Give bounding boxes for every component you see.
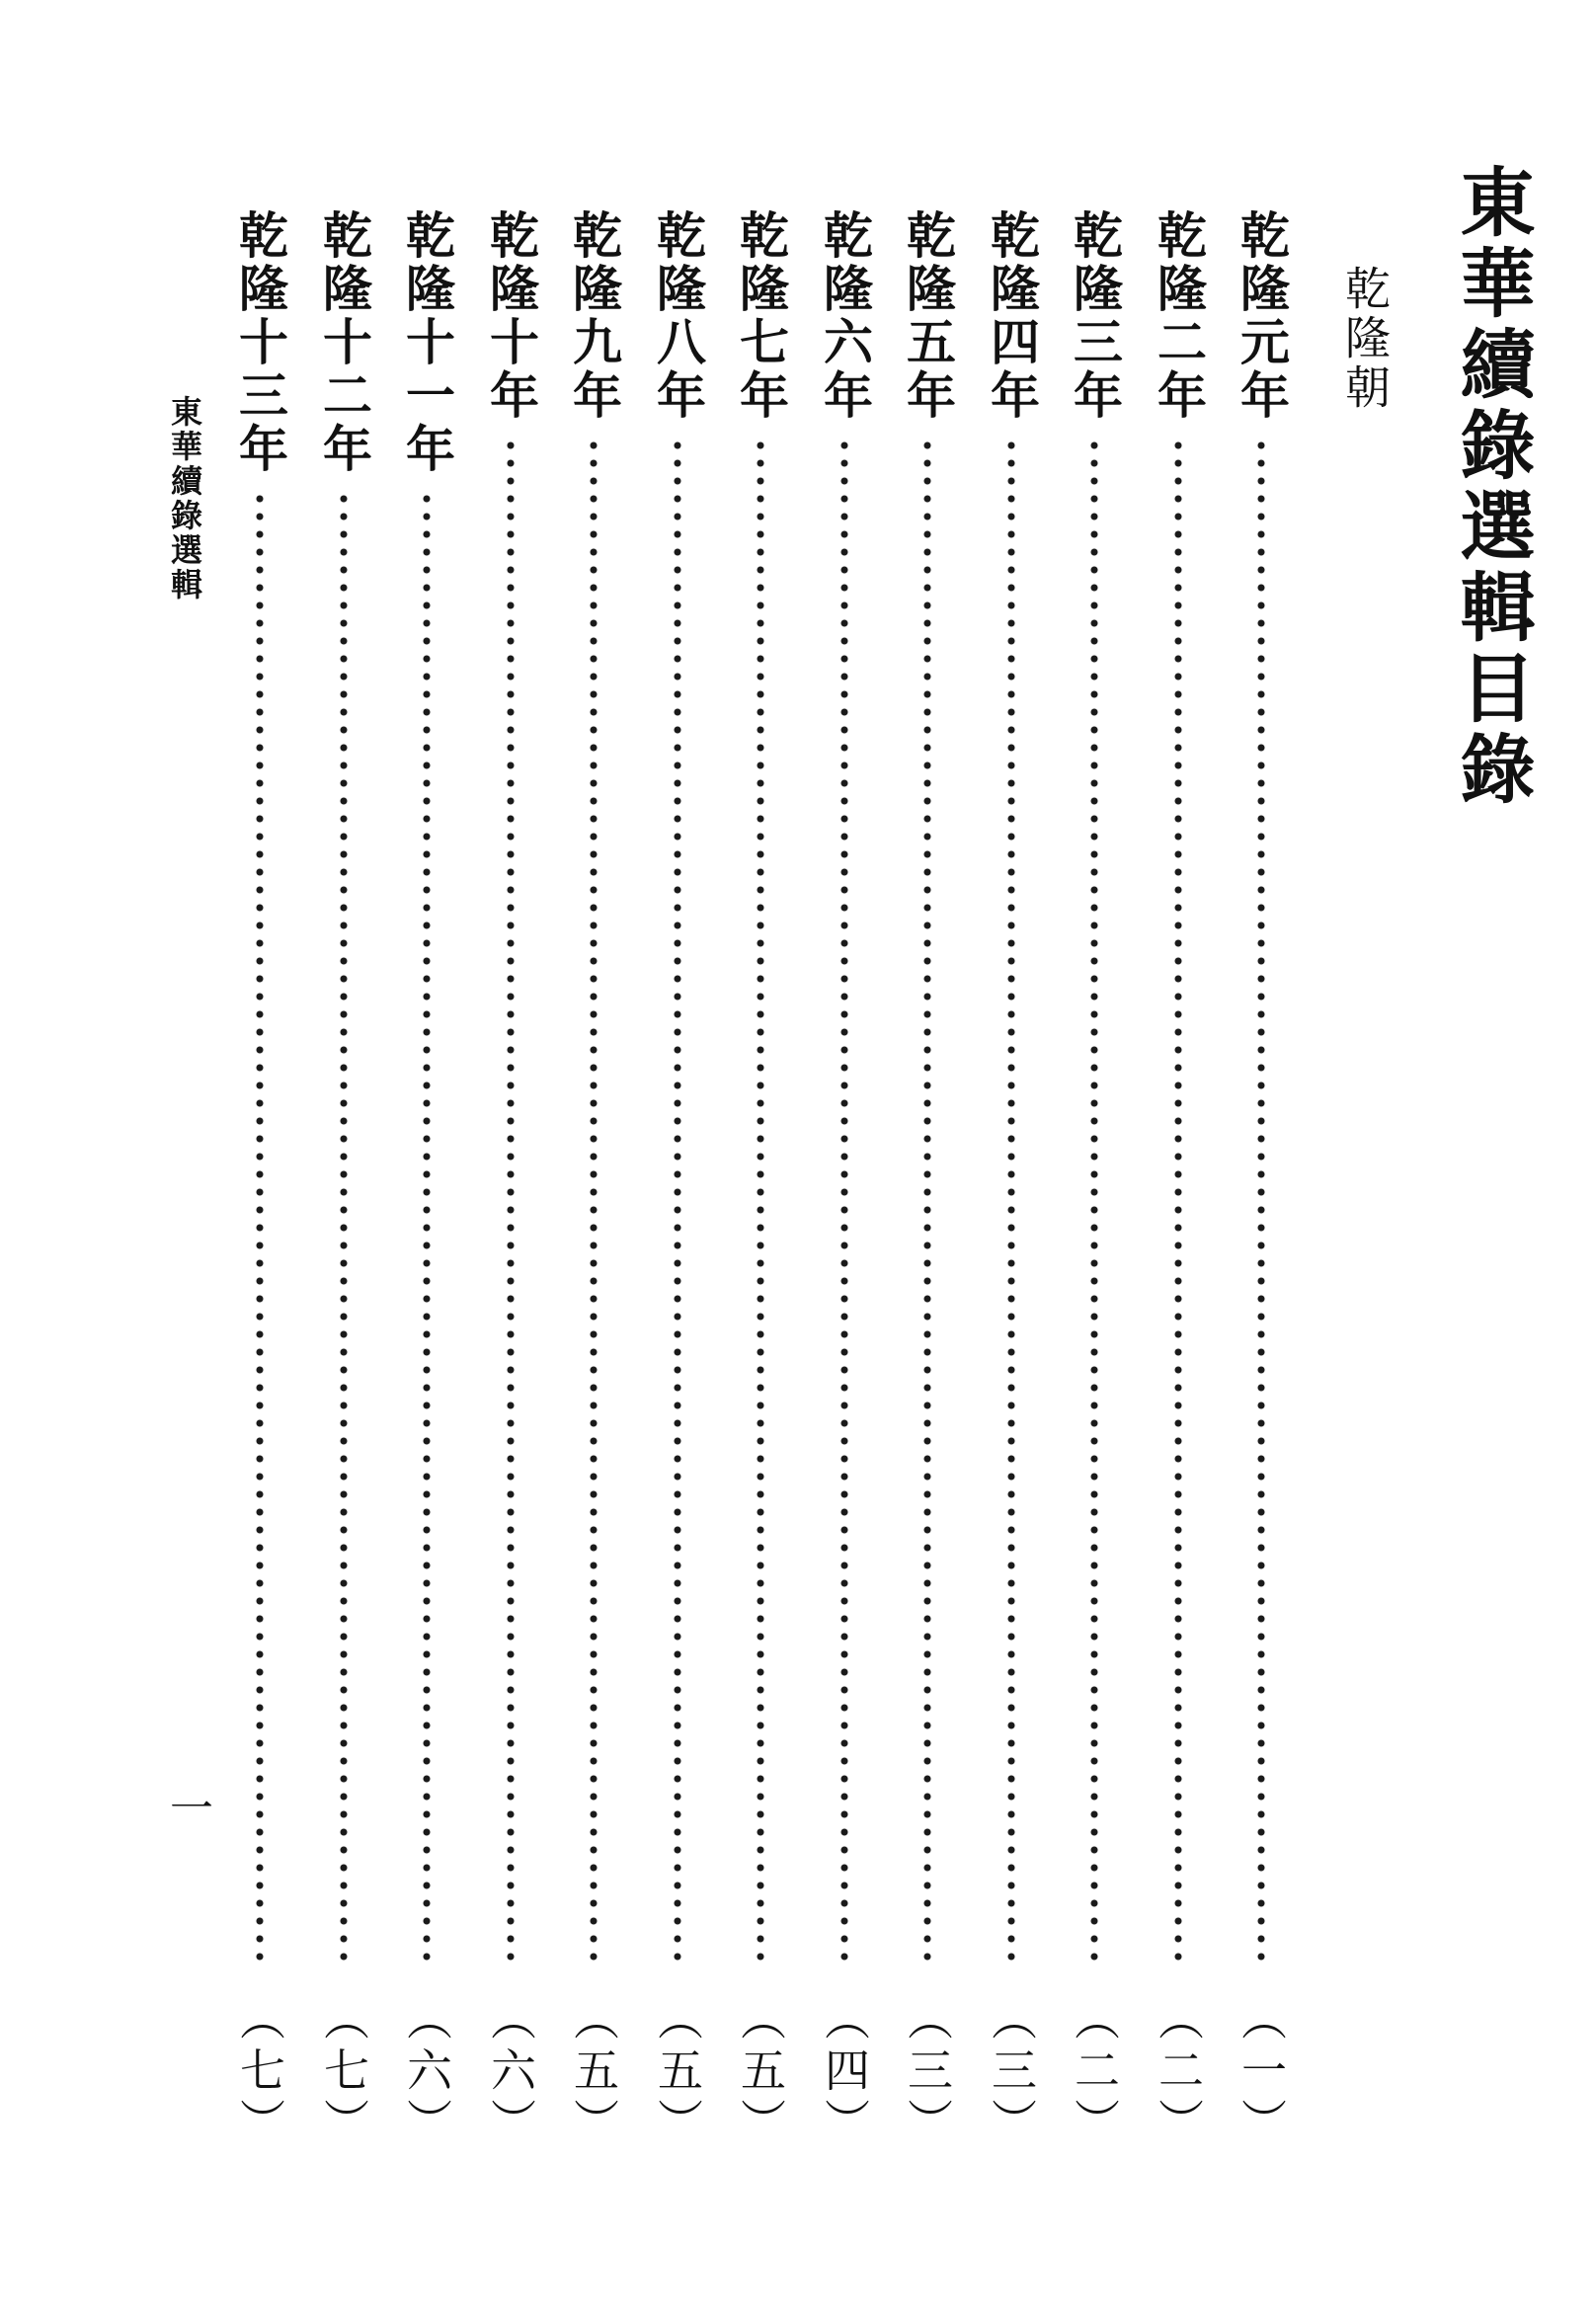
- toc-entry-label: 乾隆十一年: [398, 209, 456, 476]
- toc-entry[interactable]: [562, 209, 625, 2185]
- toc-entry-label: 乾隆十二年: [315, 209, 373, 476]
- toc-entry[interactable]: [1147, 209, 1210, 2185]
- toc-entry[interactable]: [312, 209, 375, 2185]
- toc-entry[interactable]: [729, 209, 792, 2185]
- toc-entry[interactable]: [395, 209, 458, 2185]
- dot-leader: [589, 437, 598, 1961]
- toc-entry-label: 乾隆元年: [1233, 209, 1291, 423]
- page-title: 東華續錄選輯目錄: [1448, 163, 1536, 811]
- toc-entry-page: ︵七︶: [233, 1995, 286, 2149]
- toc-entry-page: ︵七︶: [317, 1995, 370, 2149]
- toc-entry-label: 乾隆十三年: [231, 209, 289, 476]
- dot-leader: [255, 490, 265, 1961]
- toc-entry-page: ︵五︶: [734, 1995, 787, 2149]
- toc-entry-page: ︵二︶: [1068, 1995, 1121, 2149]
- toc-entry-label: 乾隆八年: [649, 209, 707, 423]
- toc-entry-page: ︵三︶: [985, 1995, 1038, 2149]
- toc-entry-page: ︵五︶: [651, 1995, 704, 2149]
- toc-entry[interactable]: [1063, 209, 1126, 2185]
- toc-entry-page: ︵三︶: [901, 1995, 954, 2149]
- toc-entry-page: ︵五︶: [567, 1995, 620, 2149]
- toc-entry-page: ︵六︶: [400, 1995, 453, 2149]
- toc-entry-page: ︵一︶: [1235, 1995, 1288, 2149]
- toc-entry-label: 乾隆五年: [899, 209, 957, 423]
- dot-leader: [673, 437, 682, 1961]
- toc-entry[interactable]: [646, 209, 709, 2185]
- dot-leader: [1173, 437, 1183, 1961]
- toc-entry-label: 乾隆九年: [565, 209, 623, 423]
- dot-leader: [839, 437, 849, 1961]
- dot-leader: [1256, 437, 1266, 1961]
- toc-entry-label: 乾隆四年: [983, 209, 1041, 423]
- dot-leader: [339, 490, 349, 1961]
- section-heading: 乾隆朝: [1338, 265, 1392, 413]
- toc-entry[interactable]: [896, 209, 959, 2185]
- toc-entry-page: ︵四︶: [818, 1995, 871, 2149]
- dot-leader: [756, 437, 765, 1961]
- toc-entry-label: 乾隆十年: [482, 209, 540, 423]
- toc-entry-label: 乾隆六年: [816, 209, 874, 423]
- dot-leader: [422, 490, 432, 1961]
- dot-leader: [1089, 437, 1099, 1961]
- dot-leader: [922, 437, 932, 1961]
- margin-running-title: 東華續錄選輯: [166, 395, 203, 602]
- toc-entry-page: ︵六︶: [484, 1995, 537, 2149]
- toc-entry[interactable]: [228, 209, 291, 2185]
- toc-entry-label: 乾隆二年: [1150, 209, 1208, 423]
- toc-entry[interactable]: [479, 209, 542, 2185]
- toc-entry[interactable]: [1230, 209, 1293, 2185]
- dot-leader: [506, 437, 516, 1961]
- toc-entry[interactable]: [980, 209, 1043, 2185]
- toc-entry[interactable]: [813, 209, 876, 2185]
- dot-leader: [1006, 437, 1016, 1961]
- toc-entry-page: ︵二︶: [1152, 1995, 1205, 2149]
- page-number: 一: [170, 1784, 213, 1834]
- toc-entry-label: 乾隆三年: [1066, 209, 1124, 423]
- toc-entry-label: 乾隆七年: [732, 209, 790, 423]
